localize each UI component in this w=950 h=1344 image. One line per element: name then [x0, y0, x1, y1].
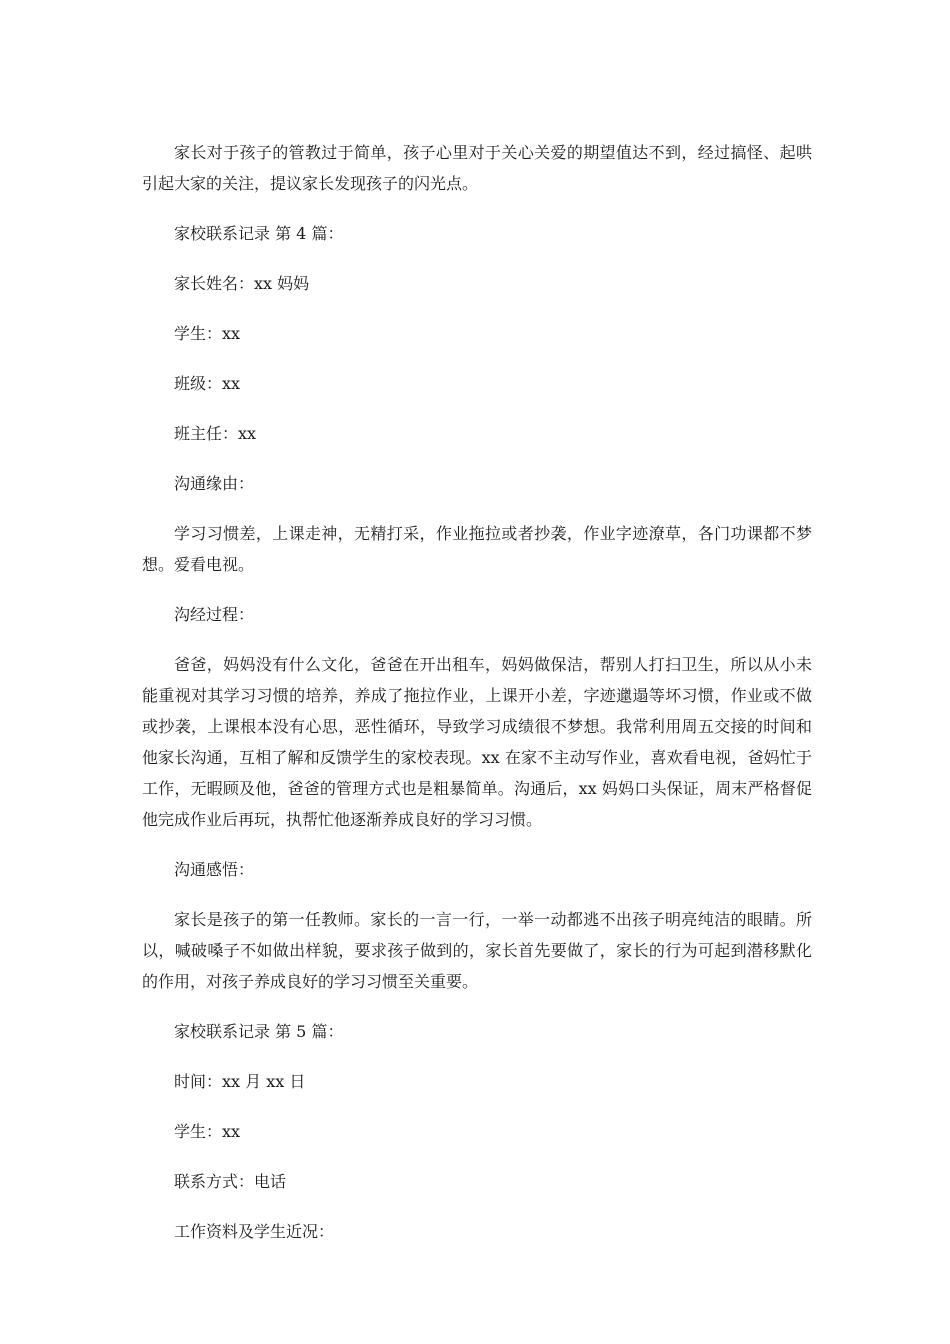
teacher-line: 班主任：xx	[174, 424, 257, 443]
paragraph-conclusion: 家长对于孩子的管教过于简单，孩子心里对于关心关爱的期望值达不到，经过搞怪、起哄引起大家的关注，提议家长发现孩子的闪光点。	[142, 143, 812, 193]
reason-text: 学习习惯差，上课走神，无精打采，作业拖拉或者抄袭，作业字迹潦草，各门功课都不梦想。爱看电视。	[142, 524, 812, 574]
class-line: 班级：xx	[174, 374, 241, 393]
record-heading-4: 家校联系记录 第 4 篇：	[174, 224, 344, 243]
student-line-2: 学生：xx	[174, 1122, 241, 1141]
contact-method-line: 联系方式：电话	[174, 1172, 287, 1191]
parent-name-line: 家长姓名：xx 妈妈	[174, 274, 310, 293]
time-line: 时间：xx 月 xx 日	[174, 1072, 306, 1091]
reflection-text: 家长是孩子的第一任教师。家长的一言一行，一举一动都逃不出孩子明亮纯洁的眼睛。所以，喊破嗓子不如做出样貌，要求孩子做到的，家长首先要做了，家长的行为可起到潜移默化的作用，对孩子养成良好的学习习惯至关重要。	[142, 910, 812, 991]
process-heading: 沟经过程：	[174, 605, 255, 624]
document-body	[142, 137, 812, 1247]
work-info-heading: 工作资料及学生近况：	[174, 1222, 335, 1241]
process-text: 爸爸，妈妈没有什么文化，爸爸在开出租车，妈妈做保洁，帮别人打扫卫生，所以从小未能重视对其学习习惯的培养，养成了拖拉作业，上课开小差，字迹邋遢等坏习惯，作业或不做或抄袭，上课根本没有心思，恶性循环，导致学习成绩很不梦想。我常利用周五交接的时间和他家长沟通，互相了解和反馈学生的家校表现。xx 在家不主动写作业，喜欢看电视，爸妈忙于工作，无暇顾及他，爸爸的管理方式也是粗暴简单。沟通后，xx 妈妈口头保证，周末严格督促他完成作业后再玩，执帮忙他逐渐养成良好的学习习惯。	[142, 655, 812, 829]
reflection-heading: 沟通感悟：	[174, 860, 255, 879]
reason-heading: 沟通缘由：	[174, 474, 255, 493]
student-line: 学生：xx	[174, 324, 241, 343]
record-heading-5: 家校联系记录 第 5 篇：	[174, 1022, 344, 1041]
